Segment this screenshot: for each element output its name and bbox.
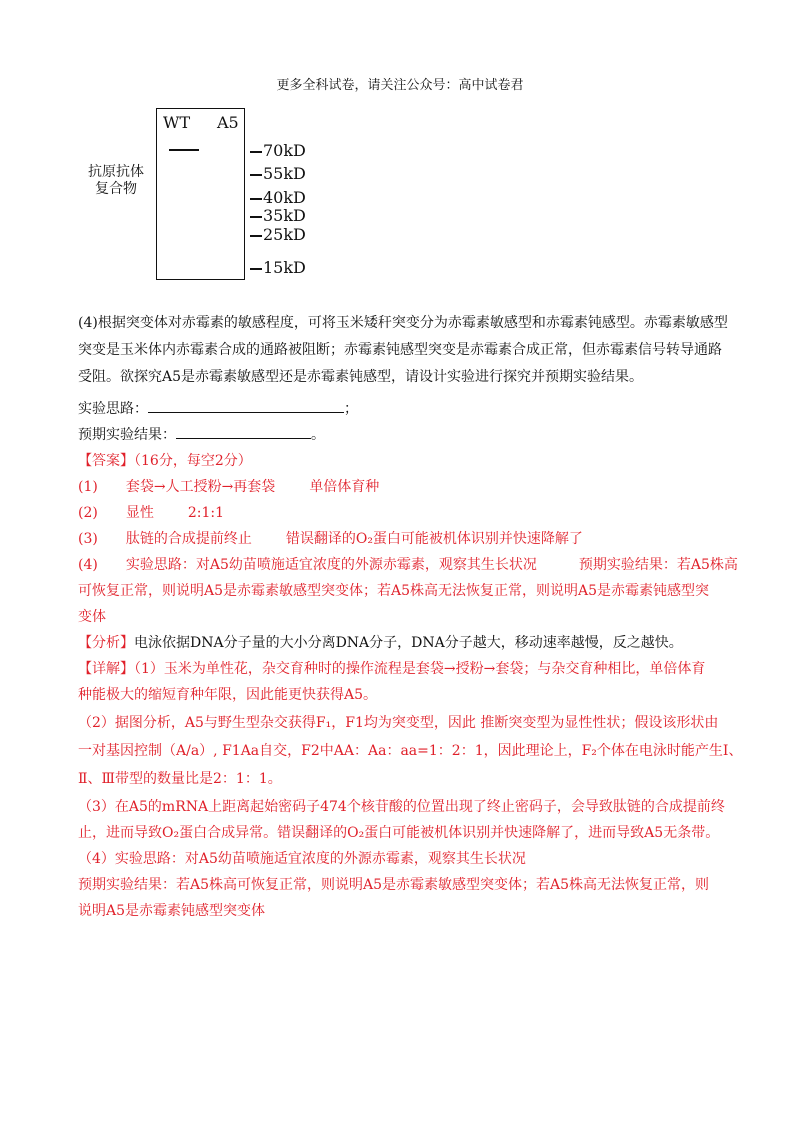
idea-blank: [148, 398, 344, 413]
detail-p1-line1: 【详解】（1）玉米为单性花，杂交育种时的操作流程是套袋→授粉→套袋；与杂交育种相比，单倍体育: [78, 661, 706, 677]
detail-p4-line3: 说明A5是赤霉素钝感型突变体: [78, 903, 266, 919]
detail-p4-line2: 预期实验结果：若A5株高可恢复正常，则说明A5是赤霉素敏感型突变体；若A5株高无法恢复正常，则: [78, 877, 710, 893]
lane-a5-label: A5: [217, 113, 239, 132]
question-4-text: (4)根据突变体对赤霉素的敏感程度，可将玉米矮秆突变分为赤霉素敏感型和赤霉素钝感型。赤霉素敏感型突变是玉米体内赤霉素合成的通路被阻断；赤霉素钝感型突变是赤霉素合成正常，但赤霉素信号转导通路受阻。欲探究A5是赤霉素敏感型还是赤霉素钝感型，请设计实验进行探究并预期实验结果。: [78, 315, 728, 385]
complex-label: [84, 164, 148, 198]
answer-4-line3: 变体: [78, 609, 106, 625]
analysis-tag: 【分析】: [78, 635, 134, 651]
marker-35kd: 35kD: [250, 206, 306, 225]
marker-40kd: 40kD: [250, 188, 306, 207]
analysis-text: 电泳依据DNA分子量的大小分离DNA分子，DNA分子越大，移动速率越慢，反之越快。: [134, 635, 683, 651]
marker-55kd: 55kD: [250, 164, 306, 183]
detail-p2-line3: Ⅱ、Ⅲ带型的数量比是2：1：1。: [78, 771, 282, 787]
gel-image: [156, 108, 245, 280]
detail-p2-line2: 一对基因控制（A/a）, F1Aa自交，F2中AA：Aa：aa=1：2：1，因此理论上，F₂个体在电泳时能产生Ⅰ、: [78, 743, 743, 759]
detail-p1-line2: 种能极大的缩短育种年限，因此能更快获得A5。: [78, 687, 378, 703]
answer-2: (2) 显性 2:1:1: [78, 505, 224, 521]
detail-p3-line1: （3）在A5的mRNA上距离起始密码子474个核苷酸的位置出现了终止密码子，会导致肽链的合成提前终: [78, 799, 725, 815]
marker-15kd: 15kD: [250, 258, 306, 277]
answer-4-line1: (4) 实验思路：对A5幼苗喷施适宜浓度的外源赤霉素，观察其生长状况 预期实验结果：若A5株高: [78, 557, 738, 573]
result-blank: [176, 424, 311, 439]
marker-25kd: 25kD: [250, 225, 306, 244]
answer-1: (1) 套袋→人工授粉→再套袋 单倍体育种: [78, 479, 380, 495]
detail-p4-line1: （4）实验思路：对A5幼苗喷施适宜浓度的外源赤霉素，观察其生长状况: [78, 851, 526, 867]
wt-band: [169, 149, 199, 151]
complex-label-line1: 抗原抗体: [88, 164, 144, 180]
experiment-idea-line: 实验思路： ；: [78, 398, 358, 418]
complex-label-line2: 复合物: [95, 181, 137, 197]
answer-3: (3) 肽链的合成提前终止 错误翻译的O₂蛋白可能被机体识别并快速降解了: [78, 531, 583, 547]
lane-wt-label: WT: [163, 113, 191, 132]
analysis: [78, 632, 683, 652]
detail-tag: 【详解】: [78, 661, 134, 677]
expected-result-line: 预期实验结果： 。: [78, 424, 325, 444]
detail-p3-line2: 止，进而导致O₂蛋白合成异常。错误翻译的O₂蛋白可能被机体识别并快速降解了，进而导致A5无条带。: [78, 825, 720, 841]
answer-header: 【答案】（16分，每空2分）: [78, 453, 252, 469]
marker-70kd: 70kD: [250, 141, 306, 160]
detail-p2-line1: （2）据图分析，A5与野生型杂交获得F₁，F1均为突变型，因此 推断突变型为显性性状；假设该形状由: [78, 715, 719, 731]
page-header: 更多全科试卷，请关注公众号：高中试卷君: [276, 78, 524, 93]
answer-4-line2: 可恢复正常，则说明A5是赤霉素敏感型突变体；若A5株高无法恢复正常，则说明A5是赤霉素钝感型突: [78, 583, 710, 599]
